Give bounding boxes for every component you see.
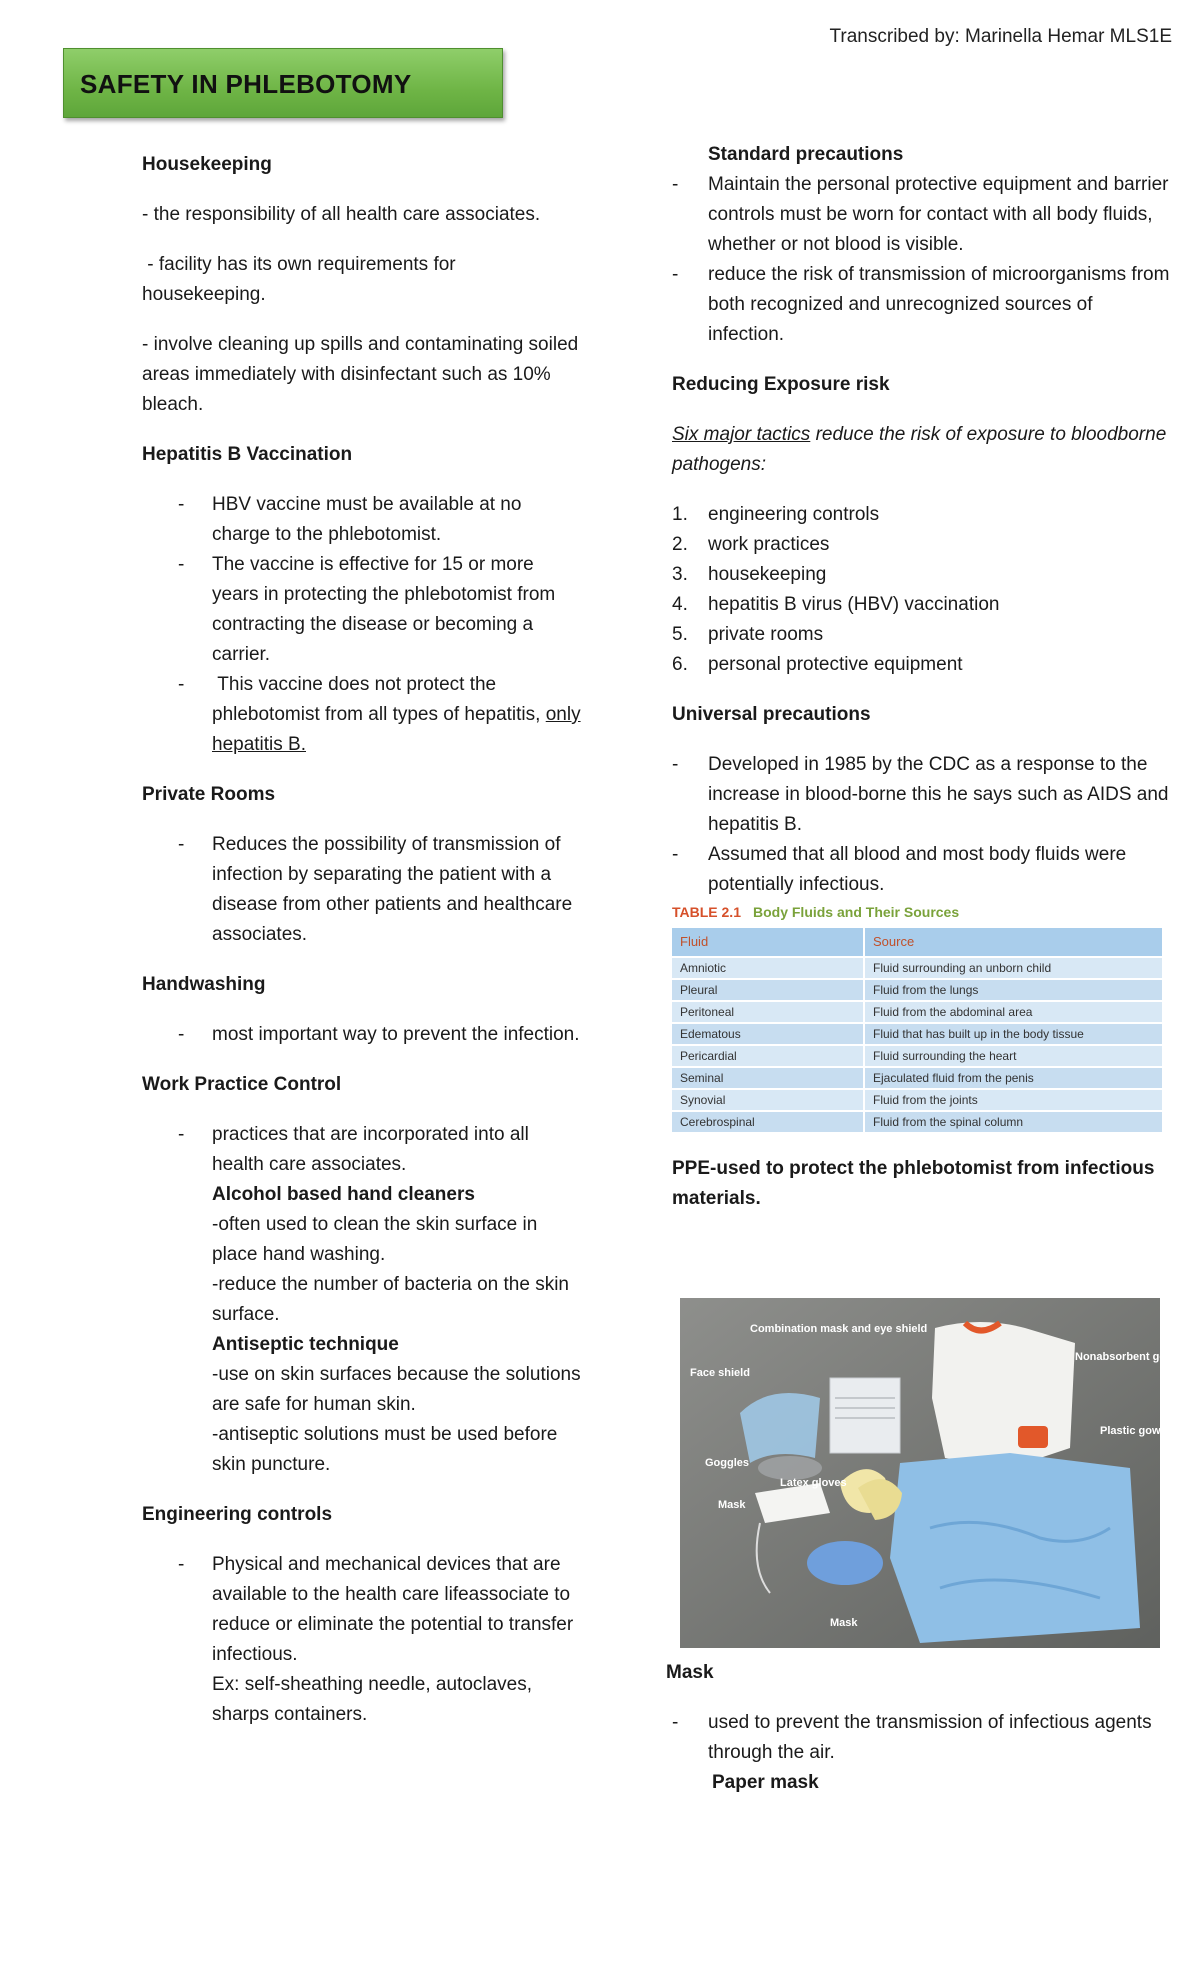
title-banner xyxy=(63,48,503,118)
standard-heading: Standard precautions xyxy=(708,144,904,165)
universal-heading: Universal precautions xyxy=(672,704,871,725)
housekeeping-p3: - involve cleaning up spills and contaminating soiled areas immediately with disinfectant such as 10% bleach. xyxy=(142,334,579,415)
label-plastic-gown: Plastic gown xyxy=(1100,1425,1168,1437)
label-mask-2: Mask xyxy=(830,1617,858,1629)
housekeeping-p1: - the responsibility of all health care associates. xyxy=(142,204,541,225)
list-item: 1. engineering controls xyxy=(672,504,880,525)
right-column xyxy=(672,140,1172,1214)
list-item: 6. personal protective equipment xyxy=(672,654,963,675)
table-row: Amniotic Fluid surrounding an unborn child xyxy=(672,957,1162,979)
private-rooms-heading: Private Rooms xyxy=(142,784,276,805)
list-item: - Physical and mechanical devices that are available to the health care lifeassociate to reduce or eliminate the potential to transfer infectious. xyxy=(178,1554,574,1665)
table-row: Pericardial Fluid surrounding the heart xyxy=(672,1045,1162,1067)
list-item: Ex: self-sheathing needle, autoclaves, sharps containers. xyxy=(212,1674,533,1725)
list-item: - reduce the risk of transmission of microorganisms from both recognized and unrecognized sources of infection. xyxy=(672,264,1170,345)
combo-mask-shape xyxy=(830,1378,900,1453)
ppe-photo xyxy=(680,1298,1182,1648)
label-combo: Combination mask and eye shield xyxy=(750,1323,928,1335)
plastic-gown-shape xyxy=(890,1453,1140,1643)
list-item: - Developed in 1985 by the CDC as a response to the increase in blood-borne this he says such as AIDS and hepatitis B. xyxy=(672,754,1169,835)
list-item: 2. work practices xyxy=(672,534,830,555)
table-row: Synovial Fluid from the joints xyxy=(672,1089,1162,1111)
ppe-description: PPE-used to protect the phlebotomist from infectious materials. xyxy=(672,1158,1155,1209)
reducing-intro: Six major tactics reduce the risk of exposure to bloodborne pathogens: xyxy=(672,424,1167,475)
engineering-heading: Engineering controls xyxy=(142,1504,333,1525)
list-item: - The vaccine is effective for 15 or more years in protecting the phlebotomist from contracting the disease or becoming a carrier. xyxy=(178,554,556,665)
blue-mask-shape xyxy=(807,1541,883,1585)
table-row: Cerebrospinal Fluid from the spinal column xyxy=(672,1111,1162,1133)
work-practice-heading: Work Practice Control xyxy=(142,1074,342,1095)
label-goggles: Goggles xyxy=(705,1457,750,1469)
label-mask-1: Mask xyxy=(718,1499,746,1511)
left-column xyxy=(142,150,582,1730)
paper-mask-subheading: Paper mask xyxy=(712,1772,819,1793)
handwashing-heading: Handwashing xyxy=(142,974,266,995)
table-row: Seminal Ejaculated fluid from the penis xyxy=(672,1067,1162,1089)
housekeeping-heading: Housekeeping xyxy=(142,154,272,175)
list-item: - Reduces the possibility of transmission of infection by separating the patient with a disease from other patients and healthcare associates. xyxy=(178,834,573,945)
page-title: SAFETY IN PHLEBOTOMY xyxy=(80,69,412,99)
list-item: - practices that are incorporated into all health care associates. xyxy=(178,1124,529,1175)
label-nonabsorbent-gown: Nonabsorbent gown xyxy=(1075,1351,1182,1363)
mask-heading: Mask xyxy=(666,1662,714,1683)
list-item: 4. hepatitis B virus (HBV) vaccination xyxy=(672,594,1000,615)
nonabsorbent-gown-shape xyxy=(932,1322,1075,1468)
list-item: - most important way to prevent the infection. xyxy=(178,1024,580,1045)
underlined-text: only hepatitis B. xyxy=(212,704,581,755)
list-item: -reduce the number of bacteria on the skin surface. xyxy=(212,1274,569,1325)
housekeeping-p2: - facility has its own requirements for housekeeping. xyxy=(142,254,461,305)
transcriber-note: Transcribed by: Marinella Hemar MLS1E xyxy=(829,26,1172,47)
list-item: -often used to clean the skin surface in place hand washing. xyxy=(212,1214,538,1265)
subheading-antiseptic: Antiseptic technique xyxy=(212,1334,399,1355)
hepb-heading: Hepatitis B Vaccination xyxy=(142,444,353,465)
list-item: - used to prevent the transmission of infectious agents through the air. xyxy=(672,1712,1152,1763)
list-item: - This vaccine does not protect the phlebotomist from all types of hepatitis, only hepatitis B. xyxy=(178,674,581,755)
subheading-alcohol: Alcohol based hand cleaners xyxy=(212,1184,475,1205)
label-latex-gloves: Latex gloves xyxy=(780,1477,847,1489)
table-row: Edematous Fluid that has built up in the body tissue xyxy=(672,1023,1162,1045)
list-item: -use on skin surfaces because the solutions are safe for human skin. xyxy=(212,1364,581,1415)
table-header-row: Fluid Source xyxy=(672,928,1162,957)
list-item: - HBV vaccine must be available at no charge to the phlebotomist. xyxy=(178,494,522,545)
face-shield-shape xyxy=(740,1393,820,1463)
list-item: 5. private rooms xyxy=(672,624,824,645)
reducing-heading: Reducing Exposure risk xyxy=(672,374,890,395)
list-item: 3. housekeeping xyxy=(672,564,827,585)
table-row: Pleural Fluid from the lungs xyxy=(672,979,1162,1001)
body-fluids-table xyxy=(672,928,1162,1134)
list-item: -antiseptic solutions must be used before skin puncture. xyxy=(212,1424,558,1475)
table-row: Peritoneal Fluid from the abdominal area xyxy=(672,1001,1162,1023)
list-item: - Maintain the personal protective equipment and barrier controls must be worn for contact with all body fluids, whether or not blood is visible. xyxy=(672,174,1169,255)
mask-section xyxy=(666,1658,1166,1798)
table-caption: TABLE 2.1 Body Fluids and Their Sources xyxy=(672,904,960,920)
list-item: - Assumed that all blood and most body fluids were potentially infectious. xyxy=(672,844,1127,895)
label-face-shield: Face shield xyxy=(690,1367,750,1379)
